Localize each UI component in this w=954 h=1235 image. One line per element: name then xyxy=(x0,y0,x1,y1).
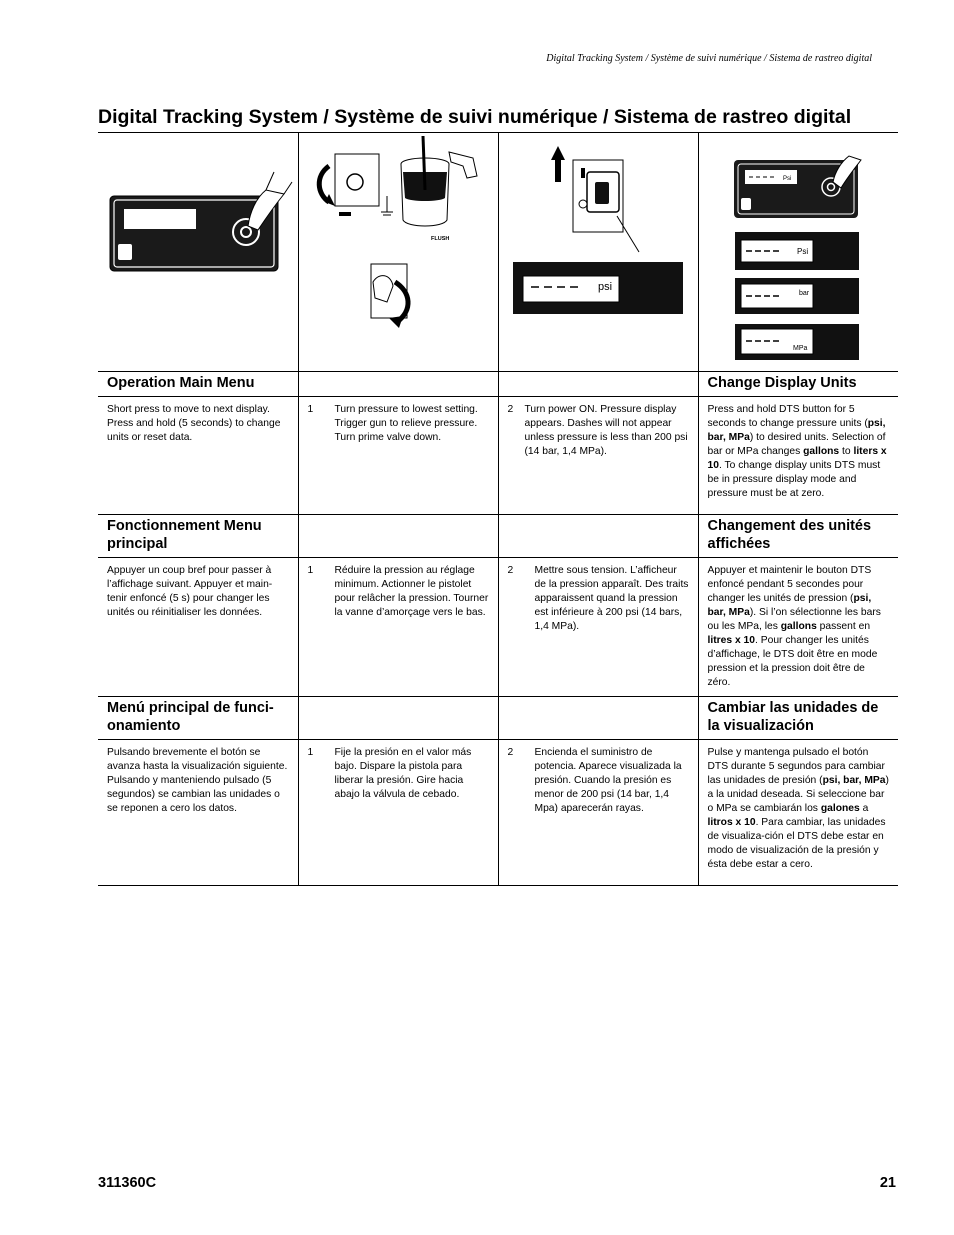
es-change-t2: ) a la unidad deseada. Si seleccione bar o MPa se cambiarán los xyxy=(707,775,889,814)
page-number: 21 xyxy=(879,1175,896,1191)
step1-illustration xyxy=(299,132,499,366)
unit-psi: Psi xyxy=(796,247,808,256)
es-step1 xyxy=(308,746,490,802)
fr-change-heading: Changement des unités affichées xyxy=(707,518,872,552)
fr-step1-text: Réduire la pression au réglage minimum. Actionner le pistolet pour relâcher la pression. Tourner la vanne d’amorçage vers le bas. xyxy=(334,565,489,618)
en-change-heading: Change Display Units xyxy=(707,375,857,391)
es-change-text xyxy=(708,746,891,872)
es-change-b2: galones xyxy=(820,803,860,814)
fr-op-heading: Fonctionnement Menu principal xyxy=(107,518,262,552)
es-op-text: Pulsando brevemente el botón se avanza hasta la visualización siguiente. Pulsando y manteniendo pulsado (5 segundos) se cambian las unidades o se reponen a cero los datos. xyxy=(107,747,288,814)
figure-step2 xyxy=(498,132,698,372)
en-op-heading: Operation Main Menu xyxy=(107,375,255,391)
fr-change-b3: litres x 10 xyxy=(707,635,756,646)
english-body-row xyxy=(98,397,898,515)
es-step1-num: 1 xyxy=(307,747,314,758)
fr-change-b1: psi, bar, MPa xyxy=(707,593,872,618)
step2-illustration xyxy=(499,132,699,366)
fr-step1-num: 1 xyxy=(307,565,314,576)
fr-change-t4: . Pour changer les unités d’affichage, le DTS doit être en mode pression et la pression doit être de zéro. xyxy=(707,635,878,688)
unit-mpa: MPa xyxy=(792,345,807,352)
en-step1-num: 1 xyxy=(307,404,314,415)
en-step2 xyxy=(508,403,690,459)
fr-step2-text: Mettre sous tension. L’afficheur de la pression apparaît. Des traits apparaissent quand la pression est inférieure à 200 psi (14 bars, 1,4 MPa). xyxy=(534,565,689,632)
english-heading-row xyxy=(98,372,898,397)
es-change-t1: Pulse y mantenga pulsado el botón DTS durante 5 segundos para cambiar las unidades de presión ( xyxy=(707,747,885,786)
es-change-b1: psi, bar, MPa xyxy=(822,775,886,786)
en-change-t2: ) to desired units. Selection of bar or MPa changes xyxy=(707,432,886,457)
en-change-b3: liters x 10 xyxy=(707,446,887,471)
running-head: Digital Tracking System / Système de suivi numérique / Sistema de rastreo digital xyxy=(546,53,872,64)
illustration-row xyxy=(98,132,898,372)
fr-step2 xyxy=(508,564,690,634)
en-change-text xyxy=(708,403,891,501)
fr-op-text: Appuyer un coup bref pour passer à l’affichage suivant. Appuyer et main-tenir enfoncé (5 s) pour changer les unités ou réinitialiser les données. xyxy=(107,565,273,618)
french-heading-row xyxy=(98,515,898,558)
es-step2 xyxy=(508,746,690,816)
es-step1-text: Fije la presión en el valor más bajo. Dispare la pistola para liberar la presión. Gire hacia abajo la válvula de cebado. xyxy=(334,747,472,800)
fr-change-t1: Appuyer et maintenir le bouton DTS enfoncé pendant 5 secondes pour changer les unités de pression ( xyxy=(707,565,872,604)
en-step2-text: Turn power ON. Pressure display appears. Dashes will not appear unless pressure is less than 200 psi (14 bar, 1,4 MPa). xyxy=(524,404,688,457)
fr-change-t2: ). Si l’on sélectionne les bars ou les MPa, les xyxy=(707,607,881,632)
units-illustration xyxy=(699,132,899,366)
es-step2-text: Encienda el suministro de potencia. Aparece visualizada la presión. Cuando la presión es menor de 200 psi (14 bar, 1,4 Mpa) aparecerán rayas. xyxy=(534,747,682,814)
fr-change-t3: passent en xyxy=(816,621,871,632)
en-change-t1: Press and hold DTS button for 5 seconds to change pressure units ( xyxy=(707,404,868,429)
fr-step2-num: 2 xyxy=(507,565,514,576)
fr-step1 xyxy=(308,564,490,620)
document-number: 311360C xyxy=(98,1175,157,1191)
fr-change-text xyxy=(708,564,891,690)
fr-change-b2: gallons xyxy=(780,621,817,632)
es-op-heading: Menú principal de funci-onamiento xyxy=(107,700,274,734)
en-step2-num: 2 xyxy=(507,404,514,415)
page-title: Digital Tracking System / Système de suivi numérique / Sistema de rastreo digital xyxy=(98,106,852,128)
unit-bar: bar xyxy=(798,290,809,297)
es-step2-num: 2 xyxy=(507,747,514,758)
en-step1 xyxy=(308,403,490,445)
en-step1-text: Turn pressure to lowest setting. Trigger gun to relieve pressure. Turn prime valve down. xyxy=(334,404,478,443)
en-change-b2: gallons xyxy=(803,446,840,457)
es-change-t3: a xyxy=(859,803,869,814)
instruction-table xyxy=(98,132,898,886)
unit-psi-small: Psi xyxy=(782,176,791,182)
french-body-row xyxy=(98,558,898,697)
figure-dts-panel xyxy=(98,132,298,372)
figure-step1 xyxy=(298,132,498,372)
flush-label: FLUSH xyxy=(430,236,449,242)
en-change-b1: psi, bar, MPa xyxy=(707,418,886,443)
es-change-t4: . Para cambiar, las unidades de visualiza-ción el DTS debe estar en modo de visualización de la presión y ésta debe estar a cero. xyxy=(707,817,886,870)
en-change-t4: . To change display units DTS must be in pressure display mode and pressure must be at zero. xyxy=(707,460,881,499)
en-op-text: Short press to move to next display. Press and hold (5 seconds) to change units or reset data. xyxy=(107,404,281,443)
en-change-t3: to xyxy=(839,446,854,457)
spanish-heading-row xyxy=(98,697,898,740)
spanish-body-row xyxy=(98,740,898,886)
es-change-b3: litros x 10 xyxy=(707,817,756,828)
step2-display-unit: psi xyxy=(597,281,612,293)
dts-panel-illustration xyxy=(98,132,298,366)
es-change-heading: Cambiar las unidades de la visualización xyxy=(707,700,879,734)
figure-units xyxy=(698,132,898,372)
